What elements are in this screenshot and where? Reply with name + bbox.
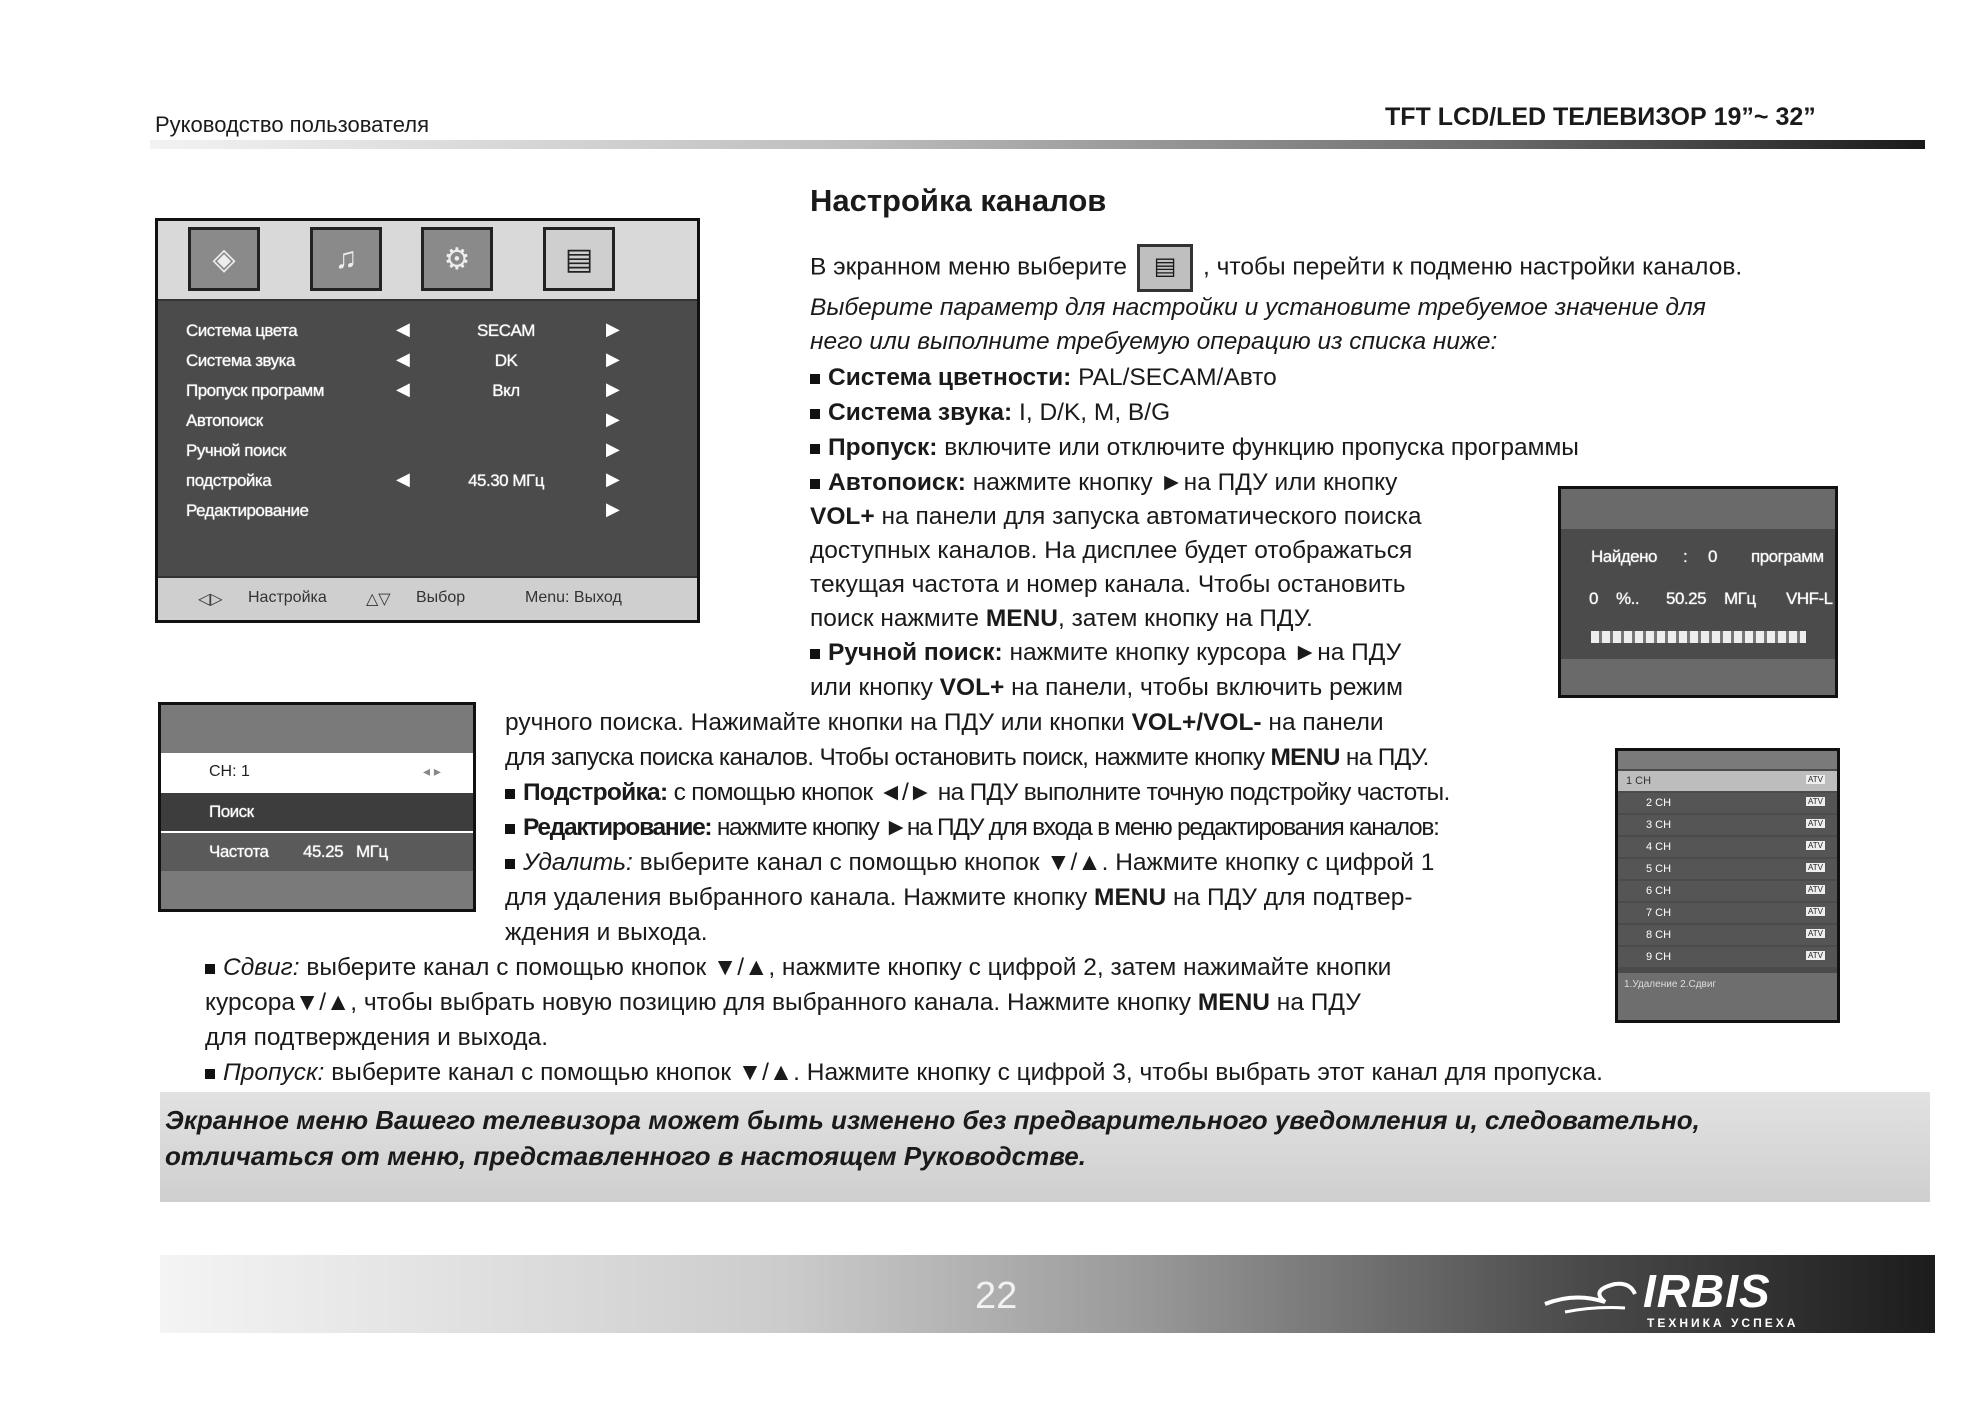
picture-icon: ◈ — [188, 227, 260, 291]
item-sound-system — [810, 395, 1170, 430]
osd-row-label: Пропуск программ — [186, 381, 324, 400]
osd-channel-list-illustration — [1615, 748, 1840, 1023]
manual-line-2-c: на панели, чтобы включить режим — [1004, 674, 1404, 701]
osd-list-channel: 4 CH — [1646, 841, 1672, 853]
right-arrow-icon: ▶ — [606, 379, 620, 399]
autosearch-line-5 — [810, 601, 1313, 636]
atv-badge: ATV — [1808, 775, 1823, 784]
osd-list-channel: 8 CH — [1646, 929, 1672, 941]
atv-badge: ATV — [1808, 951, 1823, 960]
autosearch-line-2-text: на панели для запуска автоматического поиска — [874, 503, 1422, 530]
vol-plus: VOL+ — [939, 674, 1005, 701]
osd-list-header — [1618, 751, 1837, 769]
note-text — [165, 1102, 1700, 1174]
delete-line-2-c: на ПДУ для подтвер- — [1166, 884, 1413, 911]
atv-badge: ATV — [1808, 797, 1823, 806]
osd-footer-exit: Menu: Выход — [525, 589, 622, 606]
italic-line-2: него или выполните требуемую операцию из списка ниже: — [810, 328, 1498, 355]
osd-list-footer-text: 1.Удаление 2.Сдвиг — [1624, 979, 1717, 990]
found-unit: программ — [1751, 547, 1824, 566]
osd-list-row — [1618, 793, 1837, 813]
item-label: Система цветности: — [828, 364, 1072, 391]
osd-row-value: 45.30 МГц — [468, 471, 544, 490]
search-progress-bar — [1591, 631, 1806, 643]
osd-row-value: Вкл — [492, 381, 520, 400]
item-autosearch — [810, 465, 1397, 500]
osd-footer-select: Выбор — [416, 589, 466, 606]
item-text: нажмите кнопку курсора ►на ПДУ — [1009, 639, 1402, 666]
osd-row-label: Система звука — [186, 351, 295, 370]
osd-list-channel: 2 CH — [1646, 797, 1672, 809]
move-line-2-a: курсора▼/▲, чтобы выбрать новую позицию для выбранного канала. Нажмите кнопку — [205, 989, 1198, 1016]
autosearch-line-5-c: , затем кнопку на ПДУ. — [1057, 605, 1313, 632]
manual-line-2 — [810, 670, 1403, 705]
autosearch-line-2 — [810, 499, 1421, 534]
intro-after: , чтобы перейти к подменю настройки каналов. — [1203, 253, 1743, 281]
menu-key: MENU — [1197, 989, 1270, 1016]
osd-footer — [158, 576, 697, 620]
delete-line-2 — [505, 880, 1413, 915]
item-label: Ручной поиск: — [828, 639, 1003, 666]
osd-manual-freq-row — [161, 833, 473, 871]
search-band: VHF-L — [1786, 589, 1833, 608]
item-text: нажмите кнопку ►на ПДУ или кнопку — [972, 469, 1398, 496]
item-text: PAL/SECAM/Авто — [1078, 364, 1277, 391]
sound-icon: ♫ — [310, 227, 382, 291]
osd-row-label: подстройка — [186, 471, 272, 490]
item-manual-search — [810, 635, 1401, 670]
intro-line — [810, 244, 1742, 292]
found-separator: : — [1683, 547, 1688, 566]
found-count: 0 — [1708, 547, 1717, 566]
search-frequency: 50.25 — [1666, 589, 1707, 608]
item-skip — [810, 430, 1579, 465]
item-text: выберите канал с помощью кнопок ▼/▲. Нажмите кнопку с цифрой 1 — [639, 849, 1435, 876]
autosearch-line-5-a: поиск нажмите — [810, 605, 986, 632]
item-text: с помощью кнопок ◄/► на ПДУ выполните точную подстройку частоты. — [673, 779, 1450, 806]
right-arrow-icon: ▶ — [606, 499, 620, 519]
osd-row — [186, 349, 666, 375]
header-rule — [150, 140, 1925, 149]
channel-icon: ▤ — [543, 227, 615, 291]
manual-line-2-a: или кнопку — [810, 674, 940, 701]
osd-ch-arrows-icon: ◂ ▸ — [423, 763, 441, 779]
item-label: Подстройка: — [523, 779, 668, 806]
osd-channel-menu-illustration — [155, 218, 700, 623]
item-label: Пропуск: — [828, 434, 938, 461]
osd-manual-search-illustration — [158, 702, 476, 912]
osd-row — [186, 469, 666, 495]
item-fine-tune — [505, 775, 1450, 810]
manual-line-4-c: на ПДУ. — [1339, 744, 1429, 771]
item-text: включите или отключите функцию пропуска программы — [944, 434, 1579, 461]
osd-list-row — [1618, 903, 1837, 923]
item-label: Система звука: — [828, 399, 1013, 426]
logo-tagline: ТЕХНИКА УСПЕХА — [1647, 1316, 1799, 1330]
page-number: 22 — [975, 1275, 1018, 1317]
vol-plus-minus: VOL+/VOL- — [1131, 709, 1262, 736]
osd-list-row — [1618, 881, 1837, 901]
setup-icon: ⚙ — [421, 227, 493, 291]
left-arrow-icon: ◀ — [396, 319, 410, 339]
osd-row — [186, 499, 666, 525]
manual-line-4 — [505, 740, 1429, 775]
osd-list-channel: 3 CH — [1646, 819, 1672, 831]
item-label: Сдвиг: — [223, 954, 300, 981]
right-arrow-icon: ▶ — [606, 319, 620, 339]
logo-wordmark: IRBIS — [1643, 1265, 1771, 1317]
left-arrow-icon: ◀ — [396, 469, 410, 489]
osd-row — [186, 319, 666, 345]
atv-badge: ATV — [1808, 841, 1823, 850]
item-text: выберите канал с помощью кнопок ▼/▲. Нажмите кнопку с цифрой 3, чтобы выбрать этот канал для пропуска. — [331, 1059, 1603, 1086]
header-product-title: TFT LCD/LED ТЕЛЕВИЗОР 19”~ 32” — [1385, 103, 1816, 131]
right-arrow-icon: ▶ — [606, 409, 620, 429]
irbis-logo — [1535, 1262, 1835, 1334]
right-arrow-icon: ▶ — [606, 439, 620, 459]
osd-manual-header — [161, 705, 473, 753]
osd-row-label: Редактирование — [186, 501, 309, 520]
italic-line-1: Выберите параметр для настройки и установите требуемое значение для — [810, 294, 1706, 321]
osd-list-row — [1618, 771, 1837, 791]
osd-list-channel: 1 CH — [1626, 775, 1652, 787]
osd-row-label: Система цвета — [186, 321, 298, 340]
menu-key: MENU — [1094, 884, 1167, 911]
atv-badge: ATV — [1808, 929, 1823, 938]
manual-line-3-c: на панели — [1261, 709, 1384, 736]
note-line-1: Экранное меню Вашего телевизора может быть изменено без предварительного уведомления и, следовательно, — [165, 1105, 1700, 1135]
osd-autosearch-header — [1561, 489, 1835, 529]
osd-list-channel: 9 CH — [1646, 951, 1672, 963]
osd-list-channel: 7 CH — [1646, 907, 1672, 919]
item-label: Автопоиск: — [828, 469, 966, 496]
osd-search: Поиск — [209, 802, 254, 821]
section-title: Настройка каналов — [810, 183, 1107, 218]
right-arrow-icon: ▶ — [606, 469, 620, 489]
osd-freq-unit: МГц — [356, 842, 388, 861]
search-frequency-unit: МГц — [1724, 589, 1756, 608]
manual-line-3 — [505, 705, 1384, 740]
item-color-system — [810, 360, 1277, 395]
osd-list-channel: 6 CH — [1646, 885, 1672, 897]
osd-footer-updown-icon: △▽ — [366, 591, 391, 608]
autosearch-line-4: текущая частота и номер канала. Чтобы остановить — [810, 571, 1406, 598]
osd-manual-search-row — [161, 793, 473, 831]
progress-percent: 0 — [1589, 589, 1598, 608]
progress-percent-unit: %.. — [1616, 589, 1640, 608]
intro-before: В экранном меню выберите — [810, 253, 1128, 281]
osd-ch: CH: 1 — [209, 763, 250, 780]
osd-row-value: SECAM — [477, 321, 535, 340]
item-text: I, D/K, M, B/G — [1019, 399, 1171, 426]
osd-autosearch-illustration — [1558, 486, 1838, 698]
atv-badge: ATV — [1808, 819, 1823, 828]
channel-menu-icon: ▤ — [1137, 244, 1193, 292]
manual-line-4-a: для запуска поиска каналов. Чтобы остановить поиск, нажмите кнопку — [505, 744, 1271, 771]
item-program-skip — [205, 1055, 1603, 1090]
found-label: Найдено — [1591, 547, 1657, 566]
osd-freq: 45.25 — [303, 842, 344, 861]
note-line-2: отличаться от меню, представленного в настоящем Руководстве. — [165, 1141, 1086, 1171]
item-text: выберите канал с помощью кнопок ▼/▲, нажмите кнопку с цифрой 2, затем нажимайте кнопки — [306, 954, 1392, 981]
osd-row — [186, 379, 666, 405]
menu-key: MENU — [1270, 744, 1340, 771]
osd-manual-ch-row — [161, 753, 473, 793]
item-label: Пропуск: — [223, 1059, 325, 1086]
right-arrow-icon: ▶ — [606, 349, 620, 369]
osd-autosearch-footer — [1561, 659, 1835, 695]
menu-key: MENU — [985, 605, 1058, 632]
atv-badge: ATV — [1808, 863, 1823, 872]
manual-line-3-a: ручного поиска. Нажимайте кнопки на ПДУ или кнопки — [505, 709, 1132, 736]
osd-manual-footer — [161, 871, 473, 909]
osd-list-row — [1618, 837, 1837, 857]
move-line-2-c: на ПДУ — [1269, 989, 1361, 1016]
osd-row-label: Автопоиск — [186, 411, 263, 430]
osd-list-footer — [1618, 973, 1837, 1020]
atv-badge: ATV — [1808, 907, 1823, 916]
osd-row-label: Ручной поиск — [186, 441, 286, 460]
item-move — [205, 950, 1391, 985]
delete-line-2-a: для удаления выбранного канала. Нажмите кнопку — [505, 884, 1095, 911]
move-line-3: для подтверждения и выхода. — [205, 1024, 549, 1051]
item-label: Удалить: — [523, 849, 633, 876]
item-text: нажмите кнопку ►на ПДУ для входа в меню редактирования каналов: — [716, 814, 1439, 841]
osd-list-row — [1618, 815, 1837, 835]
osd-list-row — [1618, 947, 1837, 967]
delete-line-3: ждения и выхода. — [505, 919, 708, 946]
item-delete — [505, 845, 1434, 880]
osd-footer-adjust: Настройка — [248, 589, 327, 606]
vol-plus: VOL+ — [810, 503, 875, 530]
autosearch-line-3: доступных каналов. На дисплее будет отображаться — [810, 537, 1413, 564]
osd-row — [186, 439, 666, 465]
osd-row — [186, 409, 666, 435]
item-edit — [505, 810, 1439, 845]
left-arrow-icon: ◀ — [396, 379, 410, 399]
osd-list-row — [1618, 859, 1837, 879]
item-label: Редактирование: — [523, 814, 712, 841]
osd-freq-label: Частота — [209, 842, 269, 861]
move-line-2 — [205, 985, 1361, 1020]
osd-list-channel: 5 CH — [1646, 863, 1672, 875]
osd-list-row — [1618, 925, 1837, 945]
atv-badge: ATV — [1808, 885, 1823, 894]
header-document-title: Руководство пользователя — [155, 112, 429, 137]
left-arrow-icon: ◀ — [396, 349, 410, 369]
osd-icon-bar — [158, 221, 697, 301]
osd-footer-arrows-icon: ◁▷ — [198, 591, 223, 608]
osd-row-value: DK — [494, 351, 518, 370]
